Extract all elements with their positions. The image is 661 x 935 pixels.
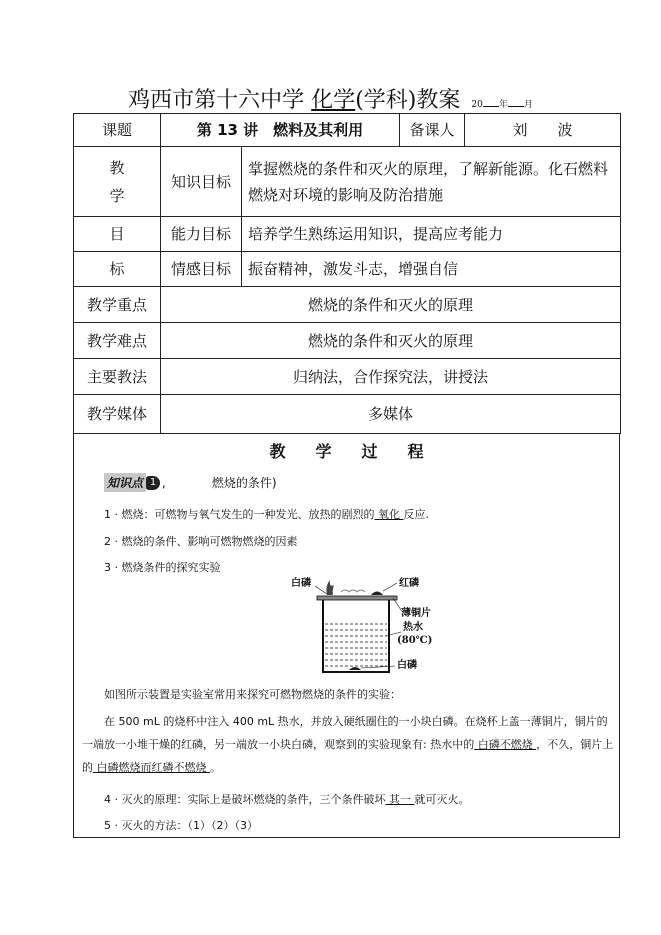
goal-label-ability: 能力目标 <box>161 217 242 252</box>
topic-label: 课题 <box>74 114 161 147</box>
process-title: 教学过程 <box>269 442 454 461</box>
school-name: 鸡西市第十六中学 <box>128 88 305 113</box>
key-point-label: 教学重点 <box>74 287 161 323</box>
label-red-p: 红磷 <box>399 578 419 589</box>
date-field: 20 年 月 <box>471 100 533 110</box>
preparer-label: 备课人 <box>400 114 465 147</box>
goal-text-ability: 培养学生熟练运用知识，提高应考能力 <box>242 217 621 252</box>
item-5: 5 · 灭火的方法：（1）（2）（3） <box>104 819 258 832</box>
item-1: 1 · 燃烧：可燃物与氧气发生的一种发光、放热的剧烈的 氧化 反应. <box>104 508 429 521</box>
goal-char-3: 目 <box>74 217 161 252</box>
paragraph-intro: 如图所示装置是实验室常用来探究可燃物燃烧的条件的实验： <box>104 688 401 701</box>
media-value: 多媒体 <box>161 395 621 434</box>
blank-answer-1: 白磷不燃烧 <box>474 738 537 751</box>
goal-label-emotion: 情感目标 <box>161 252 242 287</box>
difficulty-row <box>74 323 621 359</box>
key-point-row <box>74 287 621 323</box>
copper-plate <box>317 596 397 600</box>
goal-text-emotion: 振奋精神，激发斗志，增强自信 <box>242 252 621 287</box>
red-phosphorus-pile <box>371 592 383 596</box>
item-4: 4 · 灭火的原理：实际上是破坏燃烧的条件，三个条件破坏 其一 就可灭火。 <box>104 793 470 806</box>
method-label: 主要教法 <box>74 359 161 395</box>
item-4-blank: 其一 <box>385 793 415 806</box>
media-label: 教学媒体 <box>74 395 161 434</box>
media-row <box>74 395 621 434</box>
blank-answer-2: 白磷燃烧而红磷不燃烧 <box>93 761 210 774</box>
goal-text-knowledge: 掌握燃烧的条件和灭火的原理，了解新能源。化石燃料燃烧对环境的影响及防治措施 <box>242 147 621 217</box>
subject-name: 化学 <box>311 88 356 113</box>
goal-chars-1: 教 学 <box>74 147 161 217</box>
goal-row-emotion <box>74 252 621 287</box>
goal-char-4: 标 <box>74 252 161 287</box>
preparer-name: 刘 波 <box>465 114 621 147</box>
method-row <box>74 359 621 395</box>
difficulty-value: 燃烧的条件和灭火的原理 <box>161 323 621 359</box>
lesson-plan-table <box>73 113 621 434</box>
document-title <box>0 83 661 114</box>
label-hot-water: 热水 <box>403 622 423 633</box>
label-white-p-top: 白磷 <box>291 578 311 589</box>
item-2: 2 · 燃烧的条件、影响可燃物燃烧的因素 <box>104 535 298 548</box>
flame-icon <box>326 580 334 595</box>
knowledge-point-heading: 知识点 1 , 燃烧的条件) <box>104 473 277 492</box>
experiment-figure <box>289 576 439 676</box>
item-1-blank: 氧化 <box>374 508 404 521</box>
title-suffix: (学科)教案 <box>355 88 461 113</box>
key-point-value: 燃烧的条件和灭火的原理 <box>161 287 621 323</box>
bottom-white-phosphorus <box>349 667 361 670</box>
method-value: 归纳法，合作探究法，讲授法 <box>161 359 621 395</box>
topic-row <box>74 114 621 147</box>
goal-row-ability <box>74 217 621 252</box>
water-lines <box>325 624 387 666</box>
topic-value: 第 13 讲 燃料及其利用 <box>161 114 400 147</box>
difficulty-label: 教学难点 <box>74 323 161 359</box>
item-3: 3 · 燃烧条件的探究实验 <box>104 561 221 574</box>
teaching-process-section <box>73 433 620 838</box>
knowledge-point-title: 燃烧的条件) <box>211 476 277 490</box>
label-white-p-bottom: 白磷 <box>397 660 417 671</box>
knowledge-point-number: 1 <box>146 476 160 490</box>
goal-label-knowledge: 知识目标 <box>161 147 242 217</box>
knowledge-point-tag: 知识点 <box>104 473 146 492</box>
experiment-diagram <box>289 576 439 676</box>
label-copper: 薄铜片 <box>401 608 431 619</box>
smoke-lines <box>341 590 365 592</box>
goal-row-knowledge <box>74 147 621 217</box>
paragraph-experiment: 在 500 mL 的烧杯中注入 400 mL 热水，并放入硬纸圈住的一小块白磷。在烧杯上盖一薄铜片，铜片的一端放一小堆干燥的红磷，另一端放一小块白磷，观察到的实验现象有: 热水中的 白磷不燃烧 ，不久，铜片上的 白磷燃烧而红磷不燃烧 。 <box>82 715 614 774</box>
label-temp: (80℃) <box>397 635 433 646</box>
